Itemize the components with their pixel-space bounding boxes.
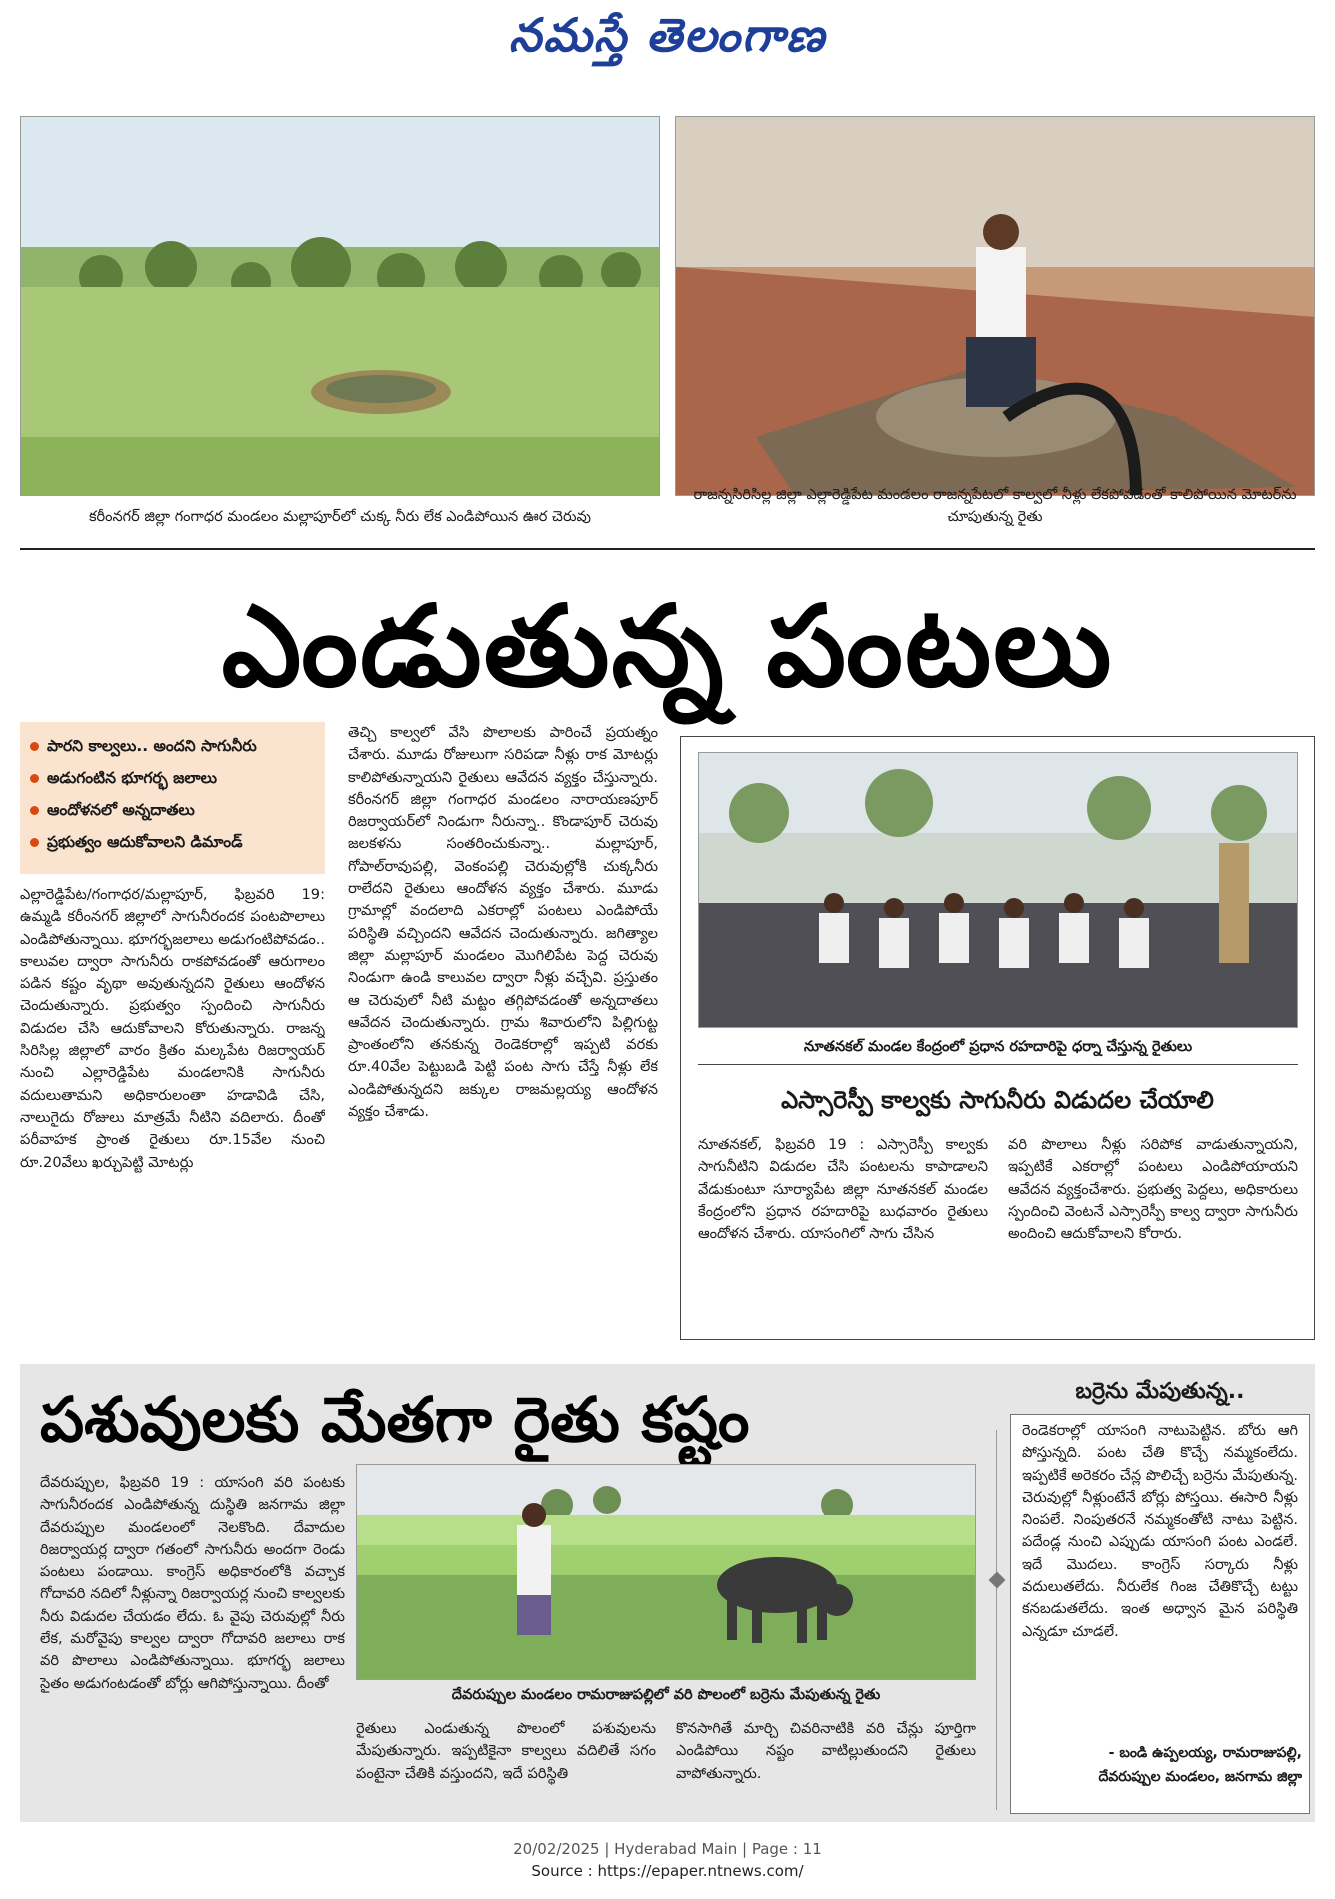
main-story-col1: ఎల్లారెడ్డిపేట/గంగాధర/మల్లాపూర్‌, ఫిబ్రవరి 19: ఉమ్మడి కరీంనగర్‌ జిల్లాలో సాగునీరందక పంటపొలాలు ఎండిపోతున్నాయి. భూగర్భజలాలు అడుగంటిపోవడం.. కాలువల ద్వారా సాగునీరు రాకపోవడంతో ఆరుగాలం పడిన కష్టం వృథా అవుతున్నదని రైతులు ఆందోళన చెందుతున్నారు. ప్రభుత్వం స్పందించి సాగునీరు విడుదల చేసి ఆదుకోవాలని కోరుతున్నారు. రాజన్న సిరిసిల్ల జిల్లాలో వారం క్రితం మల్కపేట రిజర్వాయర్‌ నుంచి ఎల్లారెడ్డిపేట మండలానికి సాగునీరు వదులుతామని అధికారులంతా హడావిడి చేసి, నాలుగైదు రోజులు మాత్రమే నీటిని వదిలారు. దీంతో పరీవాహక ప్రాంత రైతులు రూ.15వేల నుంచి రూ.20వేలు ఖర్చుపెట్టి మోటర్లు <box>20 886 325 1171</box>
highlight-item: పారని కాల్వలు.. అందని సాగునీరు <box>30 730 317 762</box>
side-byline-2: దేవరుప్పుల మండలం, జనగామ జిల్లా <box>1098 1769 1302 1785</box>
quote-divider <box>996 1430 997 1810</box>
photo2-caption: రాజన్నసిరిసిల్ల జిల్లా ఎల్లారెడ్డిపేట మండలం రాజన్నపేటలో కాల్వలో నీళ్లు లేకపోవడంతో కాలిపోయిన మోటర్‌ను చూపుతున్న రైతు <box>693 487 1297 525</box>
dharna-photo <box>698 752 1298 1028</box>
photo4-caption: దేవరుప్పుల మండలం రామరాజుపల్లిలో వరి పొలంలో బర్రెను మేపుతున్న రైతు <box>451 1687 881 1703</box>
motor-farmer-photo <box>675 116 1315 496</box>
bullet-icon <box>30 774 39 783</box>
bullet-icon <box>30 806 39 815</box>
highlights-box <box>20 722 325 874</box>
dry-lake-photo <box>20 116 660 496</box>
cattle-col3: కొనసాగితే మార్చి చివరినాటికి వరి చేన్లు పూర్తిగా ఎండిపోయి నష్టం వాటిల్లుతుందని రైతులు వాపోతున్నారు. <box>676 1720 976 1782</box>
highlight-item: ఆందోళనలో అన్నదాతలు <box>30 794 317 826</box>
dry-lake-illustration <box>21 117 660 496</box>
bullet-icon <box>30 838 39 847</box>
canal-illustration <box>676 117 1315 496</box>
srsp-headline: ఎస్సారెస్పీ కాల్వకు సాగునీరు విడుదల చేయాలి <box>781 1086 1214 1114</box>
srsp-col1: నూతనకల్‌, ఫిబ్రవరి 19 : ఎస్సారెస్పీ కాల్వకు సాగునీటిని విడుదల చేసి పంటలను కాపాడాలని వేడుకుంటూ సూర్యాపేట జిల్లా నూతనకల్‌ మండల కేంద్రంలోని ప్రధాన రహదారిపై బుధవారం రైతులు ఆందోళన చేశారు. యాసంగిలో సాగు చేసిన <box>698 1136 988 1243</box>
side-story-body: రెండెకరాల్లో యాసంగి నాటుపెట్టిన. బోరు ఆగి పోస్తున్నది. పంట చేతి కొచ్చే నమ్మకంలేదు. ఇప్పటికే అరెకరం చేన్ల పొలిచ్చే బర్రెను మేపుతున్న. చెరువుల్లో నీళ్లుంటేనే బోర్లు పోస్తయి. ఈసారి నీళ్లు నింపలే. నింపుతరనే నమ్మకంతోటి నాటు పెట్టిన. పదేండ్ల నుంచి ఎప్పుడు యాసంగి పంట ఎండలే. ఇదే మొదలు. కాంగ్రెస్‌ సర్కారు నీళ్లు వదులుతలేదు. నీరులేక గింజ చేతికొచ్చే టట్టు కనబడుతలేదు. ఇంత అధ్వాన మైన పరిస్థితి ఎన్నడూ చూడలే. <box>1022 1422 1298 1640</box>
cattle-col2: రైతులు ఎండుతున్న పొలంలో పశువులను మేపుతున్నారు. ఇప్పటికైనా కాల్వలు వదిలితే సగం పంటైనా చేతికి వస్తుందని, ఇదే పరిస్థితి <box>356 1720 656 1782</box>
main-headline: ఎండుతున్న పంటలు <box>221 582 1114 712</box>
highlight-item: అడుగంటిన భూగర్భ జలాలు <box>30 762 317 794</box>
photo3-caption: నూతనకల్‌ మండల కేంద్రంలో ప్రధాన రహదారిపై ధర్నా చేస్తున్న రైతులు <box>803 1039 1193 1055</box>
srsp-divider <box>698 1064 1298 1065</box>
bullet-icon <box>30 742 39 751</box>
highlight-item: ప్రభుత్వం ఆదుకోవాలని డిమాండ్‌ <box>30 826 317 858</box>
srsp-col2: వరి పొలాలు నీళ్లు సరిపోక వాడుతున్నాయని, ఇప్పటికే ఎకరాల్లో పంటలు ఎండిపోయాయని ఆవేదన వ్యక్తంచేశారు. ప్రభుత్వ పెద్దలు, అధికారులు స్పందించి వెంటనే ఎస్సారెస్పీ కాల్వ ద్వారా సాగునీరు అందించి ఆదుకోవాలని కోరారు. <box>1008 1136 1298 1243</box>
side-headline: బర్రెను మేపుతున్న.. <box>1075 1379 1245 1404</box>
top-divider <box>20 548 1315 550</box>
masthead-logo: నమస్తే తెలంగాణ <box>508 8 827 62</box>
buffalo-photo <box>356 1464 976 1680</box>
main-story-col2: తెచ్చి కాల్వలో వేసి పొలాలకు పారించే ప్రయత్నం చేశారు. మూడు రోజులుగా సరిపడా నీళ్లు రాక మోటర్లు కాలిపోతున్నాయని రైతులు ఆవేదన వ్యక్తం చేస్తున్నారు. కరీంనగర్‌ జిల్లా గంగాధర మండలం నారాయణపూర్‌ రిజర్వాయర్‌లో నిండుగా నీరున్నా.. కొండాపూర్‌ చెరువు జలకళను సంతరించుకున్నా.. మల్లాపూర్‌, గోపాల్‌రావుపల్లి, వెంకంపల్లి చెరువుల్లోకి చుక్కనీరు రాలేదని రైతులు ఆందోళన వ్యక్తం చేశారు. మూడు గ్రామాల్లో వందలాది ఎకరాల్లో పంటలు ఎండిపోయే పరిస్థితి వచ్చిందని ఆవేదన చెందుతున్నారు. జగిత్యాల జిల్లా మల్లాపూర్‌ మండలం మొగిలిపేట పెద్ద చెరువు నిండుగా ఉండి కాలువల ద్వారా నీళ్లు వచ్చేవి. ప్రస్తుతం ఆ చెరువులో నీటి మట్టం తగ్గిపోవడంతో అన్నదాతలు ఆవేదన చెందుతున్నారు. గ్రామ శివారులోని పిల్లిగుట్ట ప్రాంతంలోని తనకున్న రెండెకరాల్లో ఇప్పటి వరకు రూ.40వేల పెట్టుబడి పెట్టి పంట సాగు చేస్తే నీళ్లు లేక ఎండిపోతున్నదని జక్కుల రాజమల్లయ్య ఆందోళన వ్యక్తం చేశాడు. <box>348 724 658 1121</box>
cattle-col1: దేవరుప్పుల, ఫిబ్రవరి 19 : యాసంగి వరి పంటకు సాగునీరందక ఎండిపోతున్న దుస్థితి జనగామ జిల్లా దేవరుప్పుల మండలంలో నెలకొంది. దేవాదుల రిజర్వాయర్ల ద్వారా గతంలో సాగునీరు అందగా రెండు పంటలు పండాయి. కాంగ్రెస్‌ అధికారంలోకి వచ్చాక గోదావరి నదిలో నీళ్లున్నా రిజర్వాయర్ల నుంచి కాల్వలకు నీరు విడుదల చేయడం లేదు. ఓ వైపు చెరువుల్లో నీరు లేక, మరోవైపు కాల్వల ద్వారా గోదావరి జలాలు రాక వరి పొలాలు ఎండిపోతున్నాయి. భూగర్భ జలాలు సైతం అడుగంటడంతో బోర్లు ఆగిపోస్తున్నాయి. దీంతో <box>40 1474 345 1692</box>
side-byline-1: - బండి ఉప్పలయ్య, రామరాజుపల్లి, <box>1108 1745 1302 1761</box>
photo1-caption: కరీంనగర్‌ జిల్లా గంగాధర మండలం మల్లాపూర్‌లో చుక్క నీరు లేక ఎండిపోయిన ఊర చెరువు <box>88 509 592 525</box>
footer-source-link[interactable]: Source : https://epaper.ntnews.com/ <box>531 1862 804 1880</box>
dharna-illustration <box>699 753 1298 1028</box>
footer-date-line: 20/02/2025 | Hyderabad Main | Page : 11 <box>513 1840 822 1858</box>
cattle-headline: పశువులకు మేతగా రైతు కష్టం <box>40 1383 750 1456</box>
paddy-field-illustration <box>357 1465 976 1680</box>
